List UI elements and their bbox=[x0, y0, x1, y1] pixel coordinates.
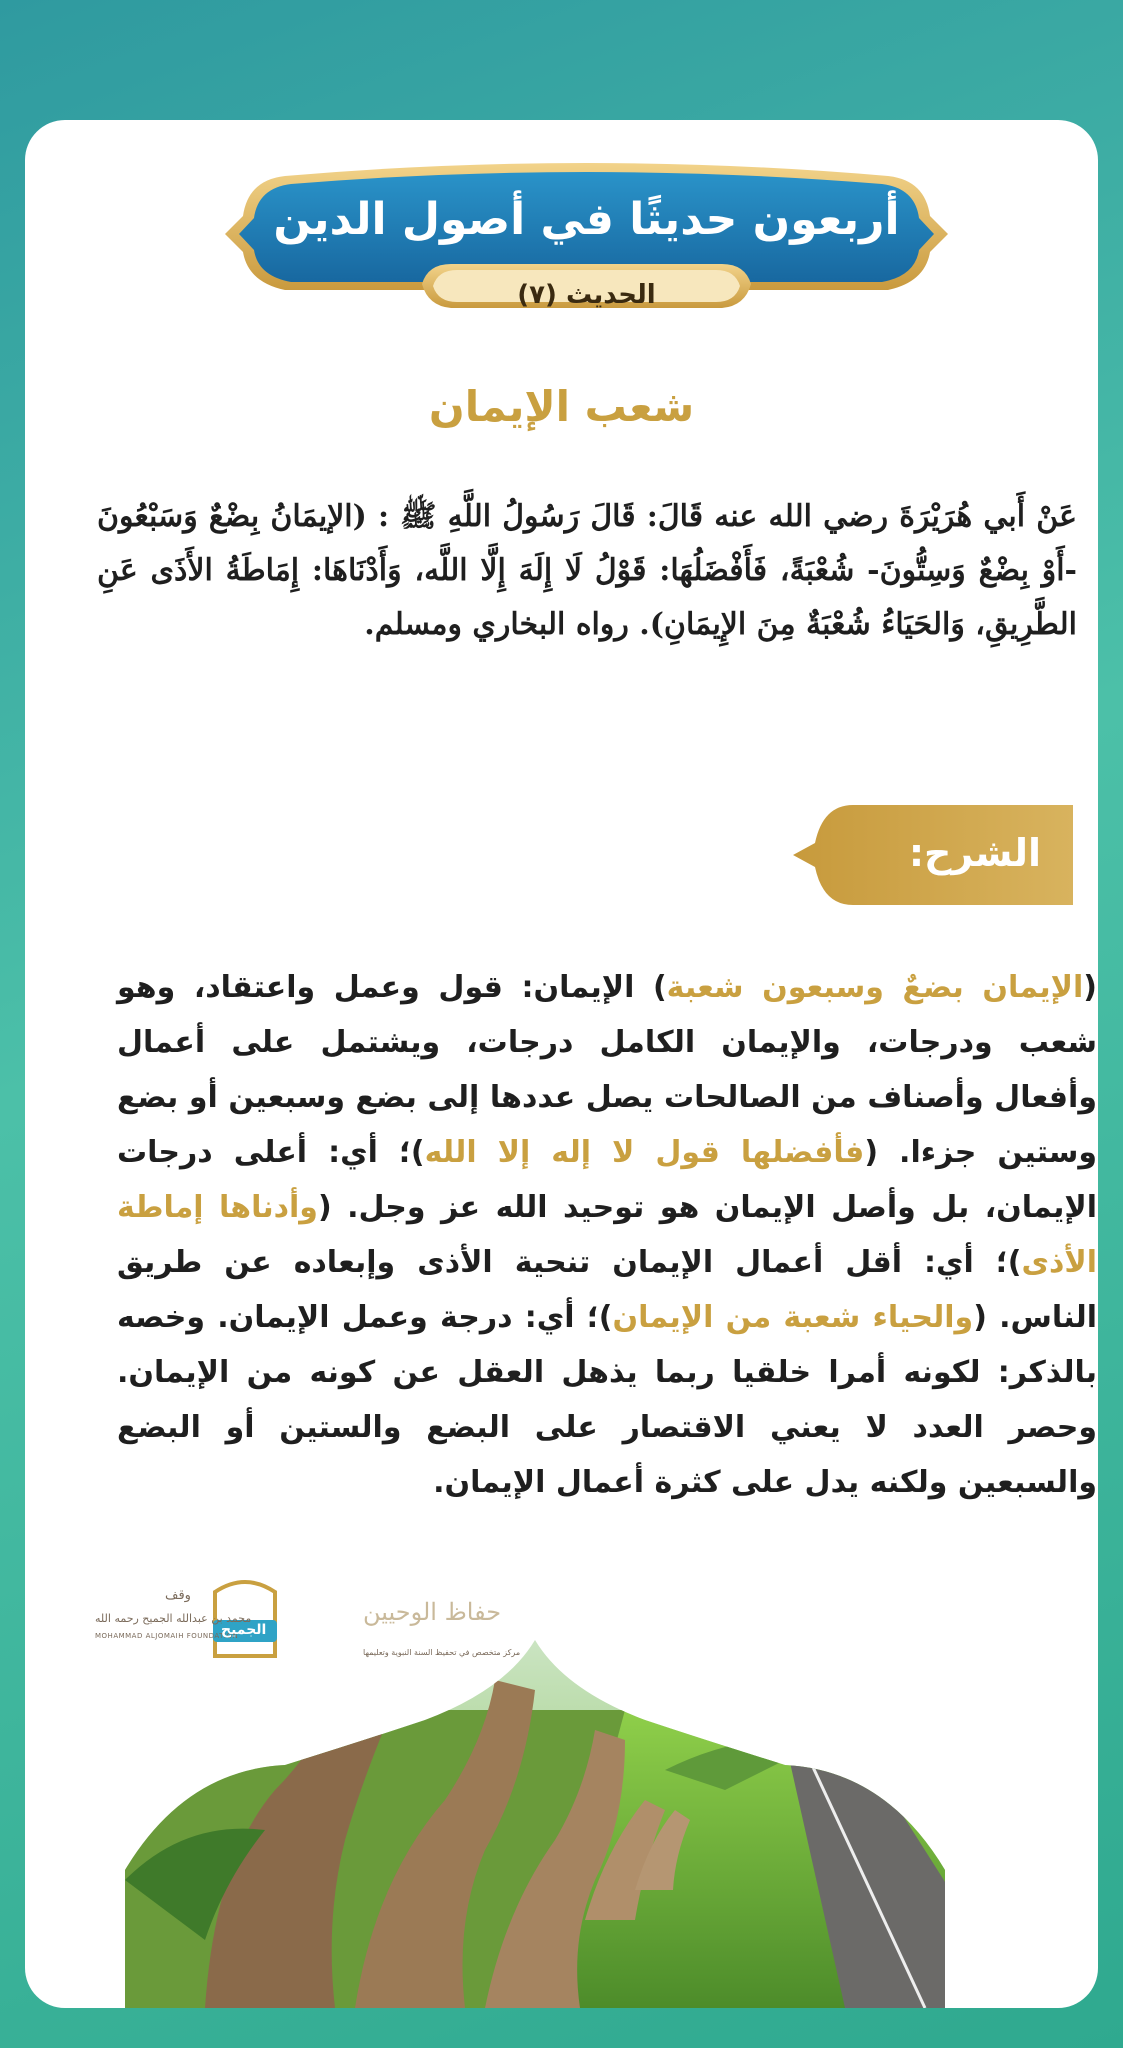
sharh-highlight: والحياء شعبة من الإيمان bbox=[612, 1300, 974, 1335]
sharh-segment: ( bbox=[1083, 970, 1097, 1005]
sharh-segment: ) الإيمان: قول وعمل واعتقاد، وهو شعب ودرجات، والإيمان الكامل درجات، ويشتمل على أعمال وأفعال وأصناف من الصالحات يصل عددها إلى بضع وسبعين أو بضع وستين جزءا. ( bbox=[117, 970, 1097, 1170]
hoffaz-sub: مركز متخصص في تحفيظ السنة النبوية وتعليمها bbox=[363, 1648, 521, 1657]
sharh-segment: )؛ أي: أعلى درجات الإيمان، بل وأصل الإيمان هو توحيد الله عز وجل. ( bbox=[117, 1135, 1097, 1225]
aljomaih-en: MOHAMMAD ALJOMAIH FOUNDATION bbox=[95, 1632, 239, 1640]
topic-title: شعب الإيمان bbox=[428, 382, 695, 431]
aljomaih-brand: الجميح bbox=[221, 1622, 267, 1638]
sharh-highlight: وأدناها إماطة الأذى bbox=[117, 1190, 1097, 1280]
header-banner bbox=[225, 156, 948, 324]
tree-road-scene bbox=[25, 1620, 1098, 2008]
sharh-segment: )؛ أي: أقل أعمال الإيمان تنحية الأذى وإبعاده عن طريق الناس. ( bbox=[117, 1245, 1097, 1335]
sharh-highlight: فأفضلها قول لا إله إلا الله bbox=[424, 1135, 865, 1170]
content-card bbox=[25, 120, 1098, 2008]
banner-title: أربعون حديثًا في أصول الدين bbox=[273, 194, 900, 245]
sharh-label: الشرح: bbox=[908, 831, 1041, 875]
hadith-text: عَنْ أَبي هُرَيْرَةَ رضي الله عنه قَالَ: قَالَ رَسُولُ اللَّهِ ﷺ : (الإيمَانُ بِضْعٌ وَسَبْعُونَ -أَوْ بِضْعٌ وَسِتُّونَ- شُعْبَةً، فَأَفْضَلُهَا: قَوْلُ لَا إِلَهَ إِلَّا اللَّه، وَأَدْنَاهَا: إِمَاطَةُ الأَذَى عَنِ الطَّرِيقِ، وَالحَيَاءُ شُعْبَةٌ مِنَ الإِيمَانِ). رواه البخاري ومسلم. bbox=[97, 499, 1077, 642]
sharh-tag bbox=[793, 805, 1073, 905]
sharh-highlight: الإيمان بضعٌ وسبعون شعبة bbox=[666, 970, 1084, 1005]
hadith-number: الحديث (٧) bbox=[517, 280, 656, 310]
aljomaih-name: محمد بن عبدالله الجميح رحمه الله bbox=[95, 1612, 252, 1625]
hoffaz-brand: حفاظ الوحيين bbox=[363, 1598, 502, 1626]
aljomaih-waqf: وقف bbox=[165, 1588, 191, 1603]
sharh-text bbox=[117, 960, 1097, 1510]
sharh-segment: )؛ أي: درجة وعمل الإيمان. وخصه بالذكر: لكونه أمرا خلقيا ربما يذهل العقل عن كونه من الإيمان. وحصر العدد لا يعني الاقتصار على البضع والستين أو البضع والسبعين ولكنه يدل على كثرة أعمال الإيمان. bbox=[117, 1300, 1097, 1500]
